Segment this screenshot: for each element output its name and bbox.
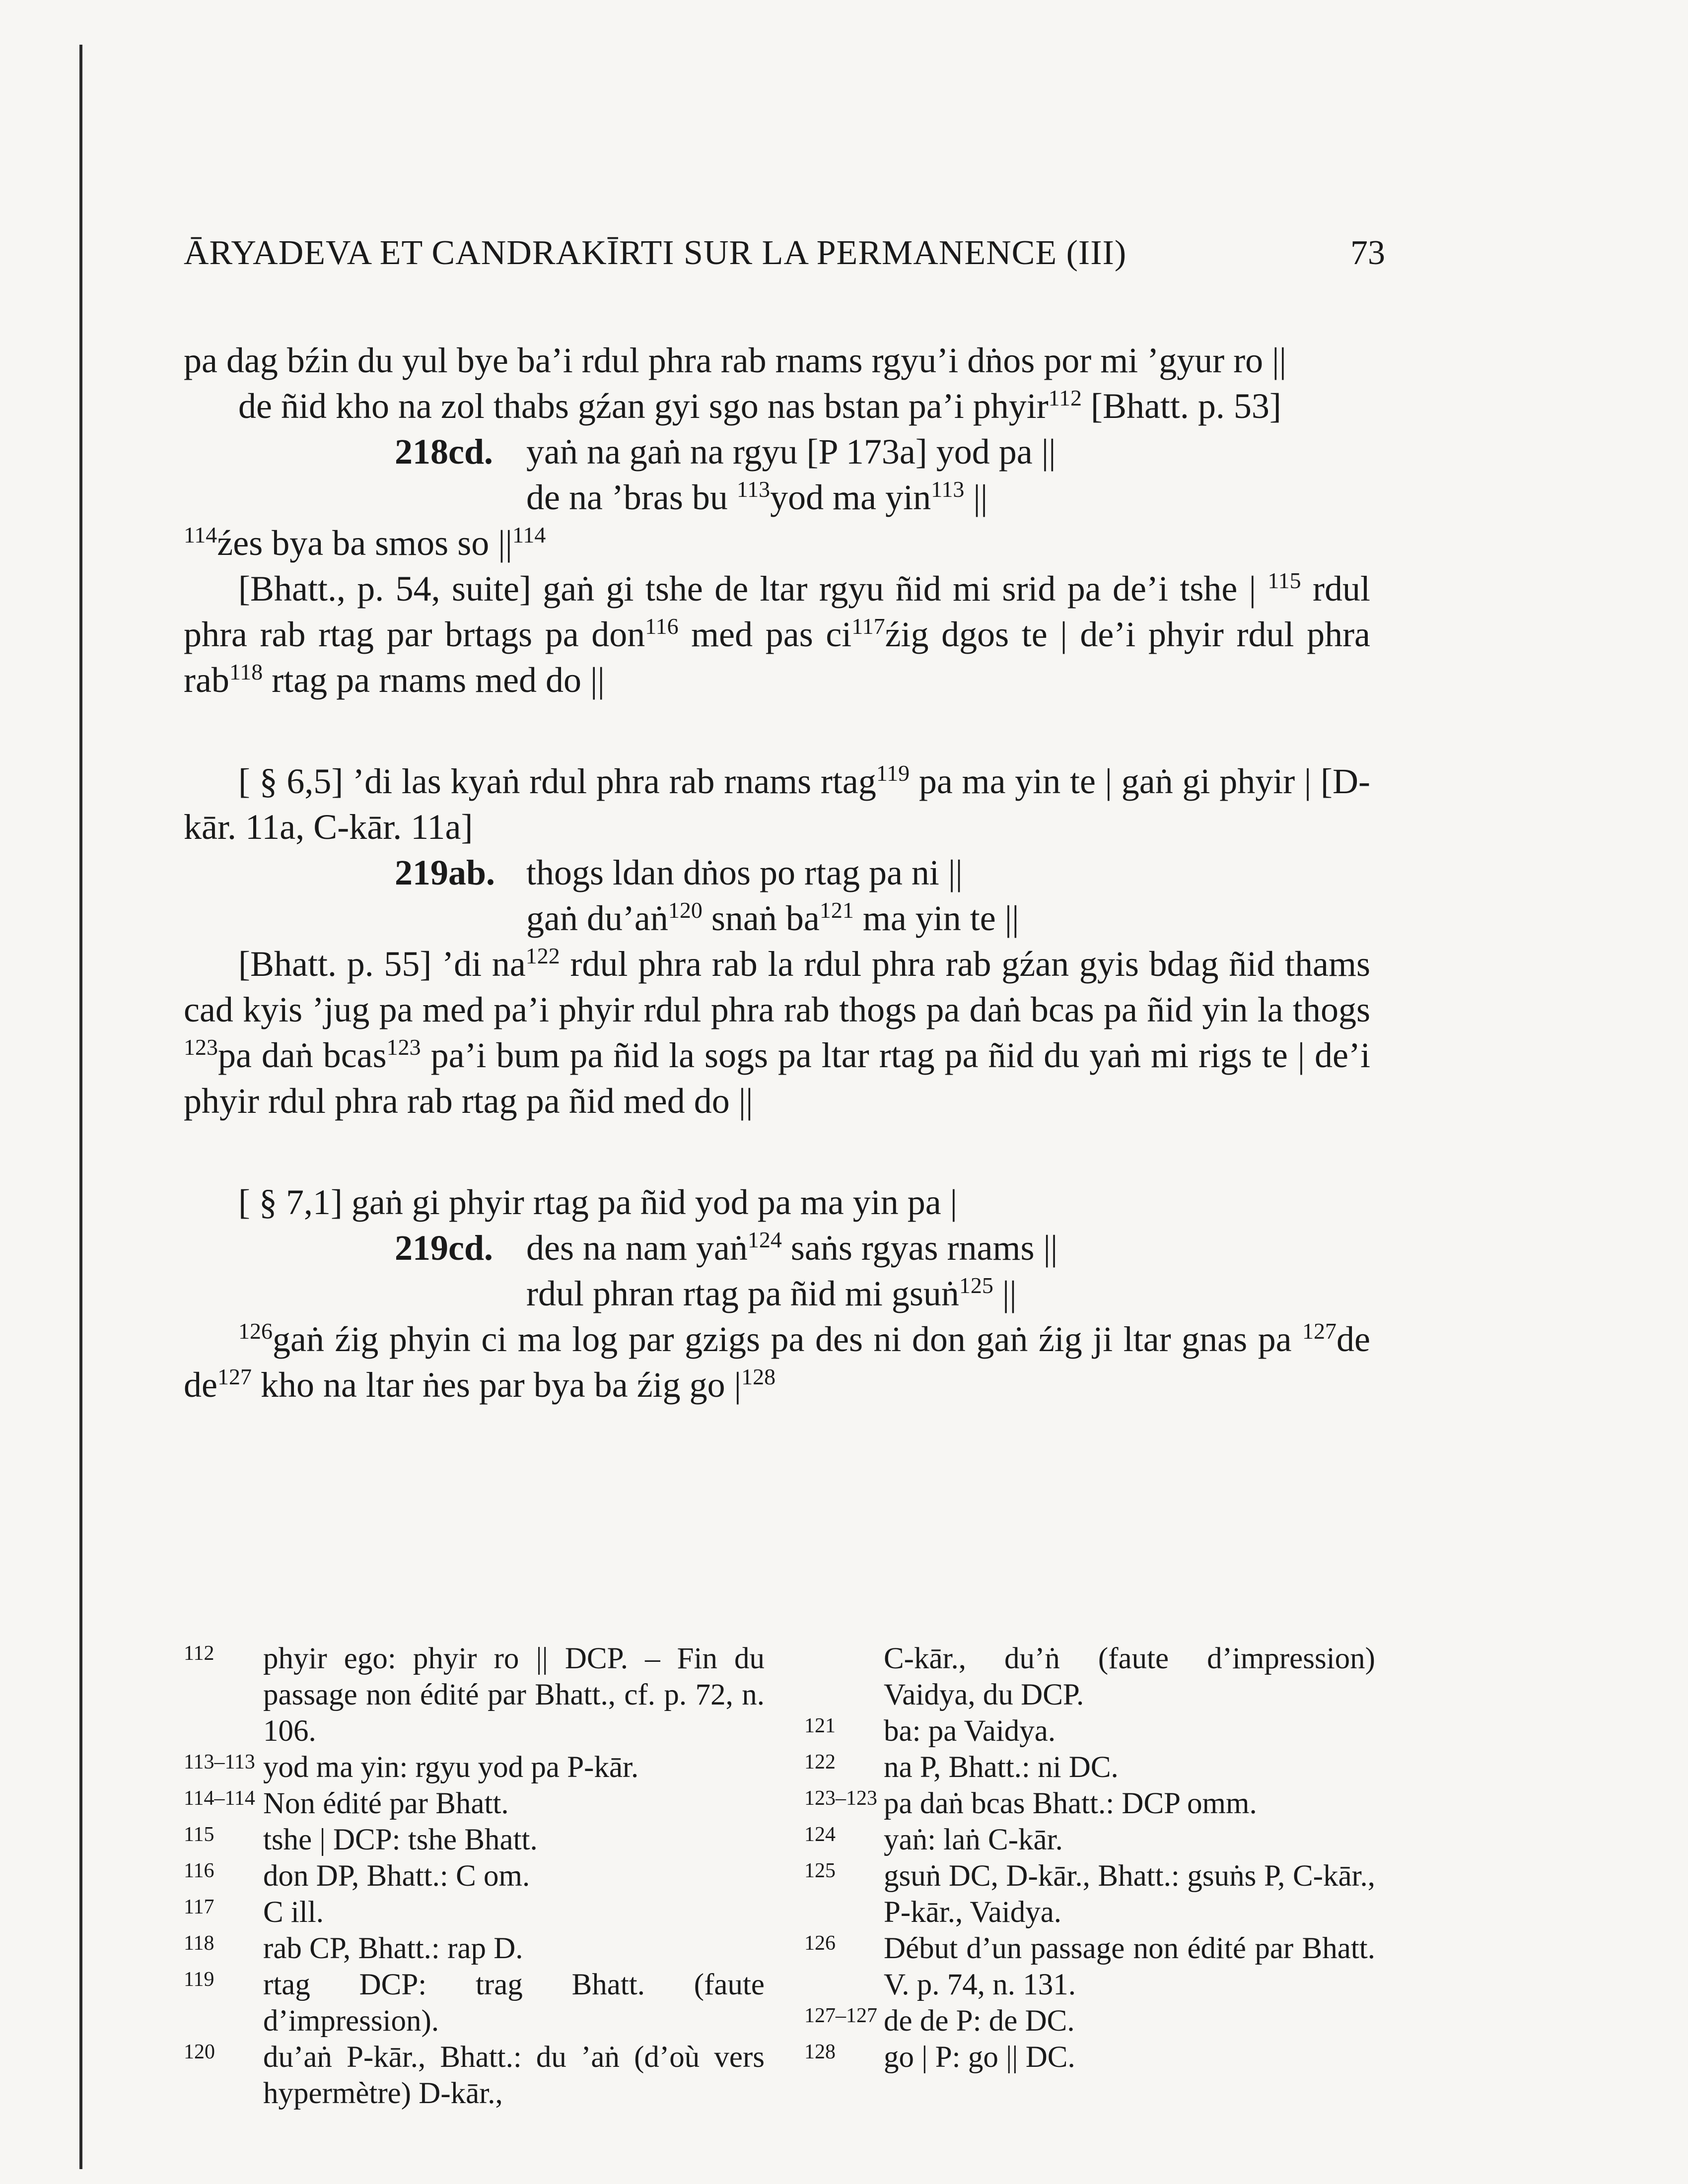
footnote-ref: 124: [747, 1227, 782, 1252]
verse-line: rdul phran rtag pa ñid mi gsuṅ$^{125}$ ||: [526, 1273, 1017, 1313]
footnote: 113–113 yod ma yin: rgyu yod pa P-kār.: [184, 1749, 765, 1785]
footnote-ref: 126: [238, 1318, 273, 1344]
footnote-number: 128: [804, 2041, 836, 2063]
footnote-number: 120: [184, 2041, 215, 2063]
footnote-ref: 127: [217, 1364, 252, 1389]
footnotes-right-column: [804, 1640, 1375, 2075]
footnote-ref: 116: [645, 614, 679, 639]
binding-edge-line: [79, 45, 82, 2169]
footnote: 124 yaṅ: laṅ C-kār.: [804, 1822, 1375, 1858]
page-number: 73: [1350, 234, 1385, 272]
footnote-ref: 113: [736, 477, 771, 502]
footnote-ref: 121: [819, 897, 854, 923]
footnote-ref: 119: [876, 760, 910, 786]
footnote-number: 116: [184, 1859, 214, 1882]
main-text: [184, 338, 1370, 1408]
footnote-ref: 114: [184, 522, 217, 547]
footnote-ref: 112: [1048, 385, 1082, 410]
paragraph: de ñid kho na zol thabs gźan gyi sgo nas bstan pa’i phyir$^{112}$ [Bhatt. p. 53]: [238, 385, 1281, 426]
footnote-ref: 127: [1302, 1318, 1337, 1344]
footnote-ref: 115: [1267, 568, 1301, 593]
footnote: 119 rtag DCP: trag Bhatt. (faute d’impression).: [184, 1967, 765, 2039]
footnote: 128 go | P: go || DC.: [804, 2039, 1375, 2075]
paragraph: $^{126}$gaṅ źig phyin ci ma log par gzigs pa des ni don gaṅ źig ji ltar gnas pa $^{127}$de $de^{127}$ kho na ltar ṅes par bya ba źig go $|^{128}$: [184, 1318, 1370, 1405]
running-header: [184, 233, 1385, 283]
verse-line: 219ab. thogs ldan dṅos po rtag pa ni ||: [184, 850, 1370, 895]
verse-line: 218cd. yaṅ na gaṅ na rgyu [P 173a] yod pa ||: [184, 429, 1370, 475]
paragraph: [ § 7,1] gaṅ gi phyir rtag pa ñid yod pa ma yin pa |: [238, 1182, 958, 1222]
running-title: ĀRYADEVA ET CANDRAKĪRTI SUR LA PERMANENCE (III): [184, 234, 1127, 272]
footnote-number: 123–123: [804, 1787, 877, 1810]
footnote: 121 ba: pa Vaidya.: [804, 1713, 1375, 1749]
footnote: 114–114 Non édité par Bhatt.: [184, 1785, 765, 1822]
footnote-number: 127–127: [804, 2004, 877, 2027]
footnote-ref: 113: [931, 477, 965, 502]
footnote-ref: 123: [184, 1034, 218, 1060]
footnote-number: 126: [804, 1932, 836, 1955]
footnote-number: 122: [804, 1751, 836, 1774]
paragraph: $^{114}$źes bya ba smos so $||^{114}$: [184, 522, 546, 563]
footnote: 115 tshe | DCP: tshe Bhatt.: [184, 1822, 765, 1858]
footnote-number: 118: [184, 1932, 214, 1955]
footnote-continuation: C-kār., du’ṅ (faute d’impression) Vaidya, du DCP.: [884, 1642, 1375, 1711]
footnote-ref: 123: [386, 1034, 421, 1060]
footnote-number: 117: [184, 1896, 214, 1918]
verse-line: gaṅ du’aṅ$^{120}$ snaṅ $ba^{121}$ ma yin te ||: [526, 897, 1019, 938]
footnote-ref: 128: [741, 1364, 776, 1389]
verse-line: de na ’bras bu $^{113}$yod ma yin$^{113}$ ||: [526, 477, 988, 517]
footnote-number: 121: [804, 1714, 836, 1737]
footnote-number: 124: [804, 1823, 836, 1846]
footnote: 120 du’aṅ P-kār., Bhatt.: du ’aṅ (d’où vers hypermètre) D-kār.,: [184, 2039, 765, 2112]
paragraph: pa dag bźin du yul bye ba’i rdul phra rab rnams rgyu’i dṅos por mi ’gyur ro ||: [184, 341, 1286, 380]
footnote: 117 C ill.: [184, 1894, 765, 1930]
footnote-number: 112: [184, 1642, 214, 1665]
footnote: 116 don DP, Bhatt.: C om.: [184, 1858, 765, 1894]
paragraph: [ § 6,5] ’di las kyaṅ rdul phra rab rnams rtag$^{119}$ pa ma yin te | gaṅ gi phyir | [D-kār. 11a, C-kār. 11a]: [184, 760, 1370, 847]
verse-line: 219cd. des na nam yaṅ$^{124}$ saṅs rgyas rnams ||: [184, 1225, 1370, 1271]
footnote-number: 115: [184, 1823, 214, 1846]
footnote: 122 na P, Bhatt.: ni DC.: [804, 1749, 1375, 1785]
footnote-ref: 117: [851, 614, 885, 639]
footnote-ref: 118: [229, 659, 263, 684]
verse-number: 219cd.: [395, 1228, 493, 1268]
footnote-ref: 122: [525, 943, 560, 968]
footnote: 126 Début d’un passage non édité par Bhatt. V. p. 74, n. 131.: [804, 1930, 1375, 2003]
footnote-ref: 125: [959, 1273, 993, 1298]
footnote-number: 113–113: [184, 1751, 255, 1774]
footnote: 127–127 de de P: de DC.: [804, 2003, 1375, 2039]
paragraph: [Bhatt. p. 55] ’di $na^{122}$ rdul phra rab la rdul phra rab gźan gyis bdag ñid thams cad kyis ’jug pa med pa’i phyir rdul phra rab thogs pa daṅ bcas pa ñid yin la thogs $^{123}$pa daṅ bcas$^{123}$ pa’i bum pa ñid la sogs pa ltar rtag pa ñid du yaṅ mi rigs te | de’i phyir rdul phra rab rtag pa ñid med do ||: [184, 943, 1370, 1121]
footnote: 125 gsuṅ DC, D-kār., Bhatt.: gsuṅs P, C-kār., P-kār., Vaidya.: [804, 1858, 1375, 1930]
footnote-number: 114–114: [184, 1787, 255, 1810]
footnote-ref: 114: [512, 522, 546, 547]
paragraph: [Bhatt., p. 54, suite] gaṅ gi tshe de ltar rgyu ñid mi srid pa de’i tshe | $^{115}$ rdul phra rab rtag par brtags pa don$^{116}$ med pas $ci^{117}źig$ dgos te | de’i phyir rdul phra rab$^{118}$ rtag pa rnams med do ||: [184, 568, 1371, 700]
footnote-number: 125: [804, 1859, 836, 1882]
footnote: 123–123 pa daṅ bcas Bhatt.: DCP omm.: [804, 1785, 1375, 1822]
footnote-number: 119: [184, 1968, 214, 1991]
footnotes-left-column: [184, 1640, 765, 2112]
footnote-ref: 120: [668, 897, 703, 923]
footnote: 118 rab CP, Bhatt.: rap D.: [184, 1930, 765, 1967]
verse-number: 219ab.: [395, 853, 495, 892]
footnote: 112 phyir ego: phyir ro || DCP. – Fin du passage non édité par Bhatt., cf. p. 72, n. 106.: [184, 1640, 765, 1749]
verse-number: 218cd.: [395, 432, 493, 472]
